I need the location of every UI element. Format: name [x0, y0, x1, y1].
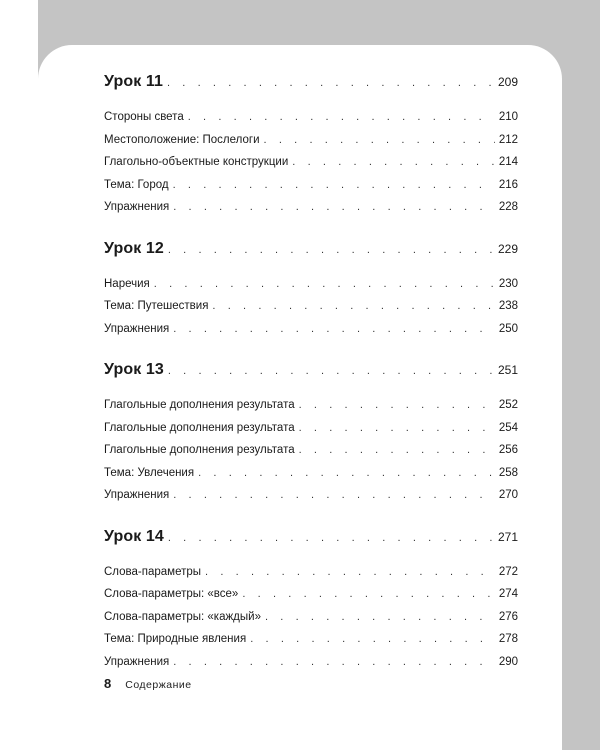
dot-leader [173, 323, 495, 335]
toc-entry-title: Упражнения [104, 489, 170, 501]
lesson-heading-row[interactable] [104, 240, 518, 269]
toc-entry[interactable] [104, 111, 518, 134]
dot-leader [212, 300, 494, 312]
book-page [38, 45, 562, 750]
toc-entry[interactable] [104, 611, 518, 634]
toc-entry-page-number: 238 [498, 300, 518, 312]
toc-entry[interactable] [104, 323, 518, 346]
toc-entry-title: Глагольные дополнения результата [104, 421, 295, 434]
toc-entry[interactable] [104, 588, 518, 611]
toc-entry[interactable] [104, 566, 518, 589]
lesson-heading-row[interactable] [104, 528, 518, 557]
toc-entry-page-number: 214 [498, 156, 518, 168]
dot-leader [198, 467, 495, 479]
running-title: Содержание [125, 679, 192, 691]
toc-entry-page-number: 228 [498, 201, 518, 213]
toc-entry-title: Упражнения [104, 655, 170, 668]
dot-leader [173, 489, 495, 501]
lesson-page-number: 251 [497, 363, 518, 377]
dot-leader [299, 399, 495, 411]
toc-entry[interactable] [104, 444, 518, 467]
lesson-items [104, 566, 518, 679]
toc-entry-title: Глагольно-объектные конструкции [104, 156, 289, 168]
dot-leader [292, 156, 495, 168]
dot-leader [265, 611, 495, 623]
toc-entry[interactable] [104, 201, 518, 224]
toc-entry-page-number: 274 [498, 588, 518, 600]
dot-leader [173, 656, 495, 668]
dot-leader [168, 532, 494, 544]
page-number: 8 [104, 676, 112, 691]
toc-entry-title: Глагольные дополнения результата [104, 444, 295, 456]
toc-entry-title: Слова-параметры: «все» [104, 588, 239, 600]
lesson-section [104, 73, 518, 224]
toc-entry-page-number: 290 [498, 655, 518, 668]
lesson-section [104, 240, 518, 346]
toc-entry-title: Тема: Природные явления [104, 633, 247, 645]
lesson-section [104, 361, 518, 512]
page-footer [104, 676, 192, 691]
dot-leader [205, 566, 495, 578]
toc-entry[interactable] [104, 156, 518, 179]
lesson-section [104, 528, 518, 679]
toc-entry[interactable] [104, 422, 518, 445]
lesson-title: Урок 13 [104, 361, 164, 378]
lesson-page-number: 229 [497, 241, 518, 256]
toc-entry-page-number: 250 [498, 322, 518, 335]
lesson-heading-row[interactable] [104, 73, 518, 102]
toc-entry-page-number: 216 [498, 178, 518, 191]
dot-leader [173, 179, 495, 191]
toc-entry-page-number: 278 [498, 633, 518, 645]
toc-entry-title: Тема: Город [104, 178, 169, 191]
toc-entry-page-number: 230 [498, 277, 518, 290]
dot-leader [167, 77, 494, 89]
lesson-heading-row[interactable] [104, 361, 518, 390]
dot-leader [242, 588, 494, 600]
toc-entry[interactable] [104, 489, 518, 512]
toc-entry-title: Слова-параметры [104, 565, 202, 578]
lesson-items [104, 278, 518, 346]
dot-leader [168, 244, 494, 256]
toc-entry[interactable] [104, 467, 518, 490]
toc-entry-page-number: 256 [498, 444, 518, 456]
toc-entry-title: Местоположение: Послелоги [104, 133, 260, 146]
lesson-title: Урок 14 [104, 527, 164, 545]
lesson-page-number: 271 [497, 529, 518, 544]
dot-leader [154, 278, 495, 290]
dot-leader [299, 444, 495, 456]
dot-leader [188, 111, 495, 123]
lesson-title: Урок 11 [104, 73, 163, 90]
lesson-title: Урок 12 [104, 239, 164, 257]
toc-entry[interactable] [104, 134, 518, 157]
toc-entry[interactable] [104, 278, 518, 301]
table-of-contents [104, 73, 518, 694]
toc-entry-title: Тема: Путешествия [104, 300, 209, 312]
toc-entry[interactable] [104, 179, 518, 202]
lesson-items [104, 399, 518, 512]
toc-entry-title: Упражнения [104, 322, 170, 335]
toc-entry-title: Упражнения [104, 201, 170, 213]
dot-leader [264, 134, 495, 146]
toc-entry-page-number: 276 [498, 610, 518, 623]
toc-entry[interactable] [104, 633, 518, 656]
toc-entry-title: Тема: Увлечения [104, 466, 195, 479]
toc-entry-page-number: 270 [498, 489, 518, 501]
toc-entry-page-number: 272 [498, 565, 518, 578]
dot-leader [168, 365, 494, 377]
dot-leader [250, 633, 495, 645]
toc-entry-title: Стороны света [104, 111, 184, 123]
lesson-page-number: 209 [497, 75, 518, 89]
dot-leader [173, 201, 495, 213]
toc-entry-page-number: 212 [498, 133, 518, 146]
toc-entry-title: Наречия [104, 277, 150, 290]
toc-entry-title: Глагольные дополнения результата [104, 399, 295, 411]
toc-entry-page-number: 258 [498, 466, 518, 479]
toc-entry[interactable] [104, 300, 518, 323]
toc-entry[interactable] [104, 656, 518, 679]
dot-leader [299, 422, 495, 434]
toc-entry-page-number: 210 [498, 111, 518, 123]
toc-entry-page-number: 252 [498, 399, 518, 411]
lesson-items [104, 111, 518, 224]
toc-entry-title: Слова-параметры: «каждый» [104, 610, 261, 623]
toc-entry[interactable] [104, 399, 518, 422]
toc-entry-page-number: 254 [498, 421, 518, 434]
